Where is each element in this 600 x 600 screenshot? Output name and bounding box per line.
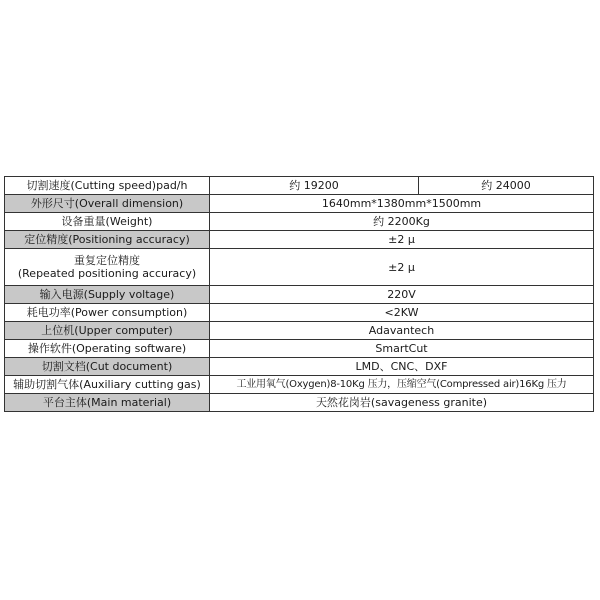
row-value: 1640mm*1380mm*1500mm xyxy=(210,195,594,213)
row-label: 切割速度(Cutting speed)pad/h xyxy=(5,177,210,195)
table-row-cutting-speed xyxy=(5,177,594,195)
row-label: 操作软件(Operating software) xyxy=(5,340,210,358)
row-label: 辅助切割气体(Auxiliary cutting gas) xyxy=(5,376,210,394)
row-value: Adavantech xyxy=(210,322,594,340)
row-label-line-2: (Repeated positioning accuracy) xyxy=(17,267,197,280)
row-label-line-1: 重复定位精度 xyxy=(74,254,140,267)
row-value: 天然花岗岩(savageness granite) xyxy=(210,394,594,412)
row-value: 工业用氧气(Oxygen)8-10Kg 压力，压缩空气(Compressed air)16Kg 压力 xyxy=(210,376,594,394)
row-label: 耗电功率(Power consumption) xyxy=(5,304,210,322)
row-label xyxy=(5,249,210,286)
row-label: 定位精度(Positioning accuracy) xyxy=(5,231,210,249)
row-label: 输入电源(Supply voltage) xyxy=(5,286,210,304)
table-row-weight xyxy=(5,213,594,231)
spec-table xyxy=(4,176,594,412)
table-row-upper-computer xyxy=(5,322,594,340)
row-value: ±2 μ xyxy=(210,249,594,286)
table-row-main-material xyxy=(5,394,594,412)
row-label: 切割文档(Cut document) xyxy=(5,358,210,376)
table-row-operating-software xyxy=(5,340,594,358)
row-value: 约 2200Kg xyxy=(210,213,594,231)
row-label: 平台主体(Main material) xyxy=(5,394,210,412)
row-value: 220V xyxy=(210,286,594,304)
table-row-auxiliary-cutting-gas xyxy=(5,376,594,394)
row-value: 约 19200 xyxy=(210,177,419,195)
table-row-positioning-accuracy xyxy=(5,231,594,249)
row-value: SmartCut xyxy=(210,340,594,358)
table-row-supply-voltage xyxy=(5,286,594,304)
table-row-power-consumption xyxy=(5,304,594,322)
row-label: 上位机(Upper computer) xyxy=(5,322,210,340)
table-row-cut-document xyxy=(5,358,594,376)
row-label: 设备重量(Weight) xyxy=(5,213,210,231)
row-label: 外形尺寸(Overall dimension) xyxy=(5,195,210,213)
row-value: LMD、CNC、DXF xyxy=(210,358,594,376)
table-row-repeated-positioning-accuracy xyxy=(5,249,594,286)
row-value: ±2 μ xyxy=(210,231,594,249)
row-value: 约 24000 xyxy=(419,177,594,195)
row-value: <2KW xyxy=(210,304,594,322)
table-row-overall-dimension xyxy=(5,195,594,213)
